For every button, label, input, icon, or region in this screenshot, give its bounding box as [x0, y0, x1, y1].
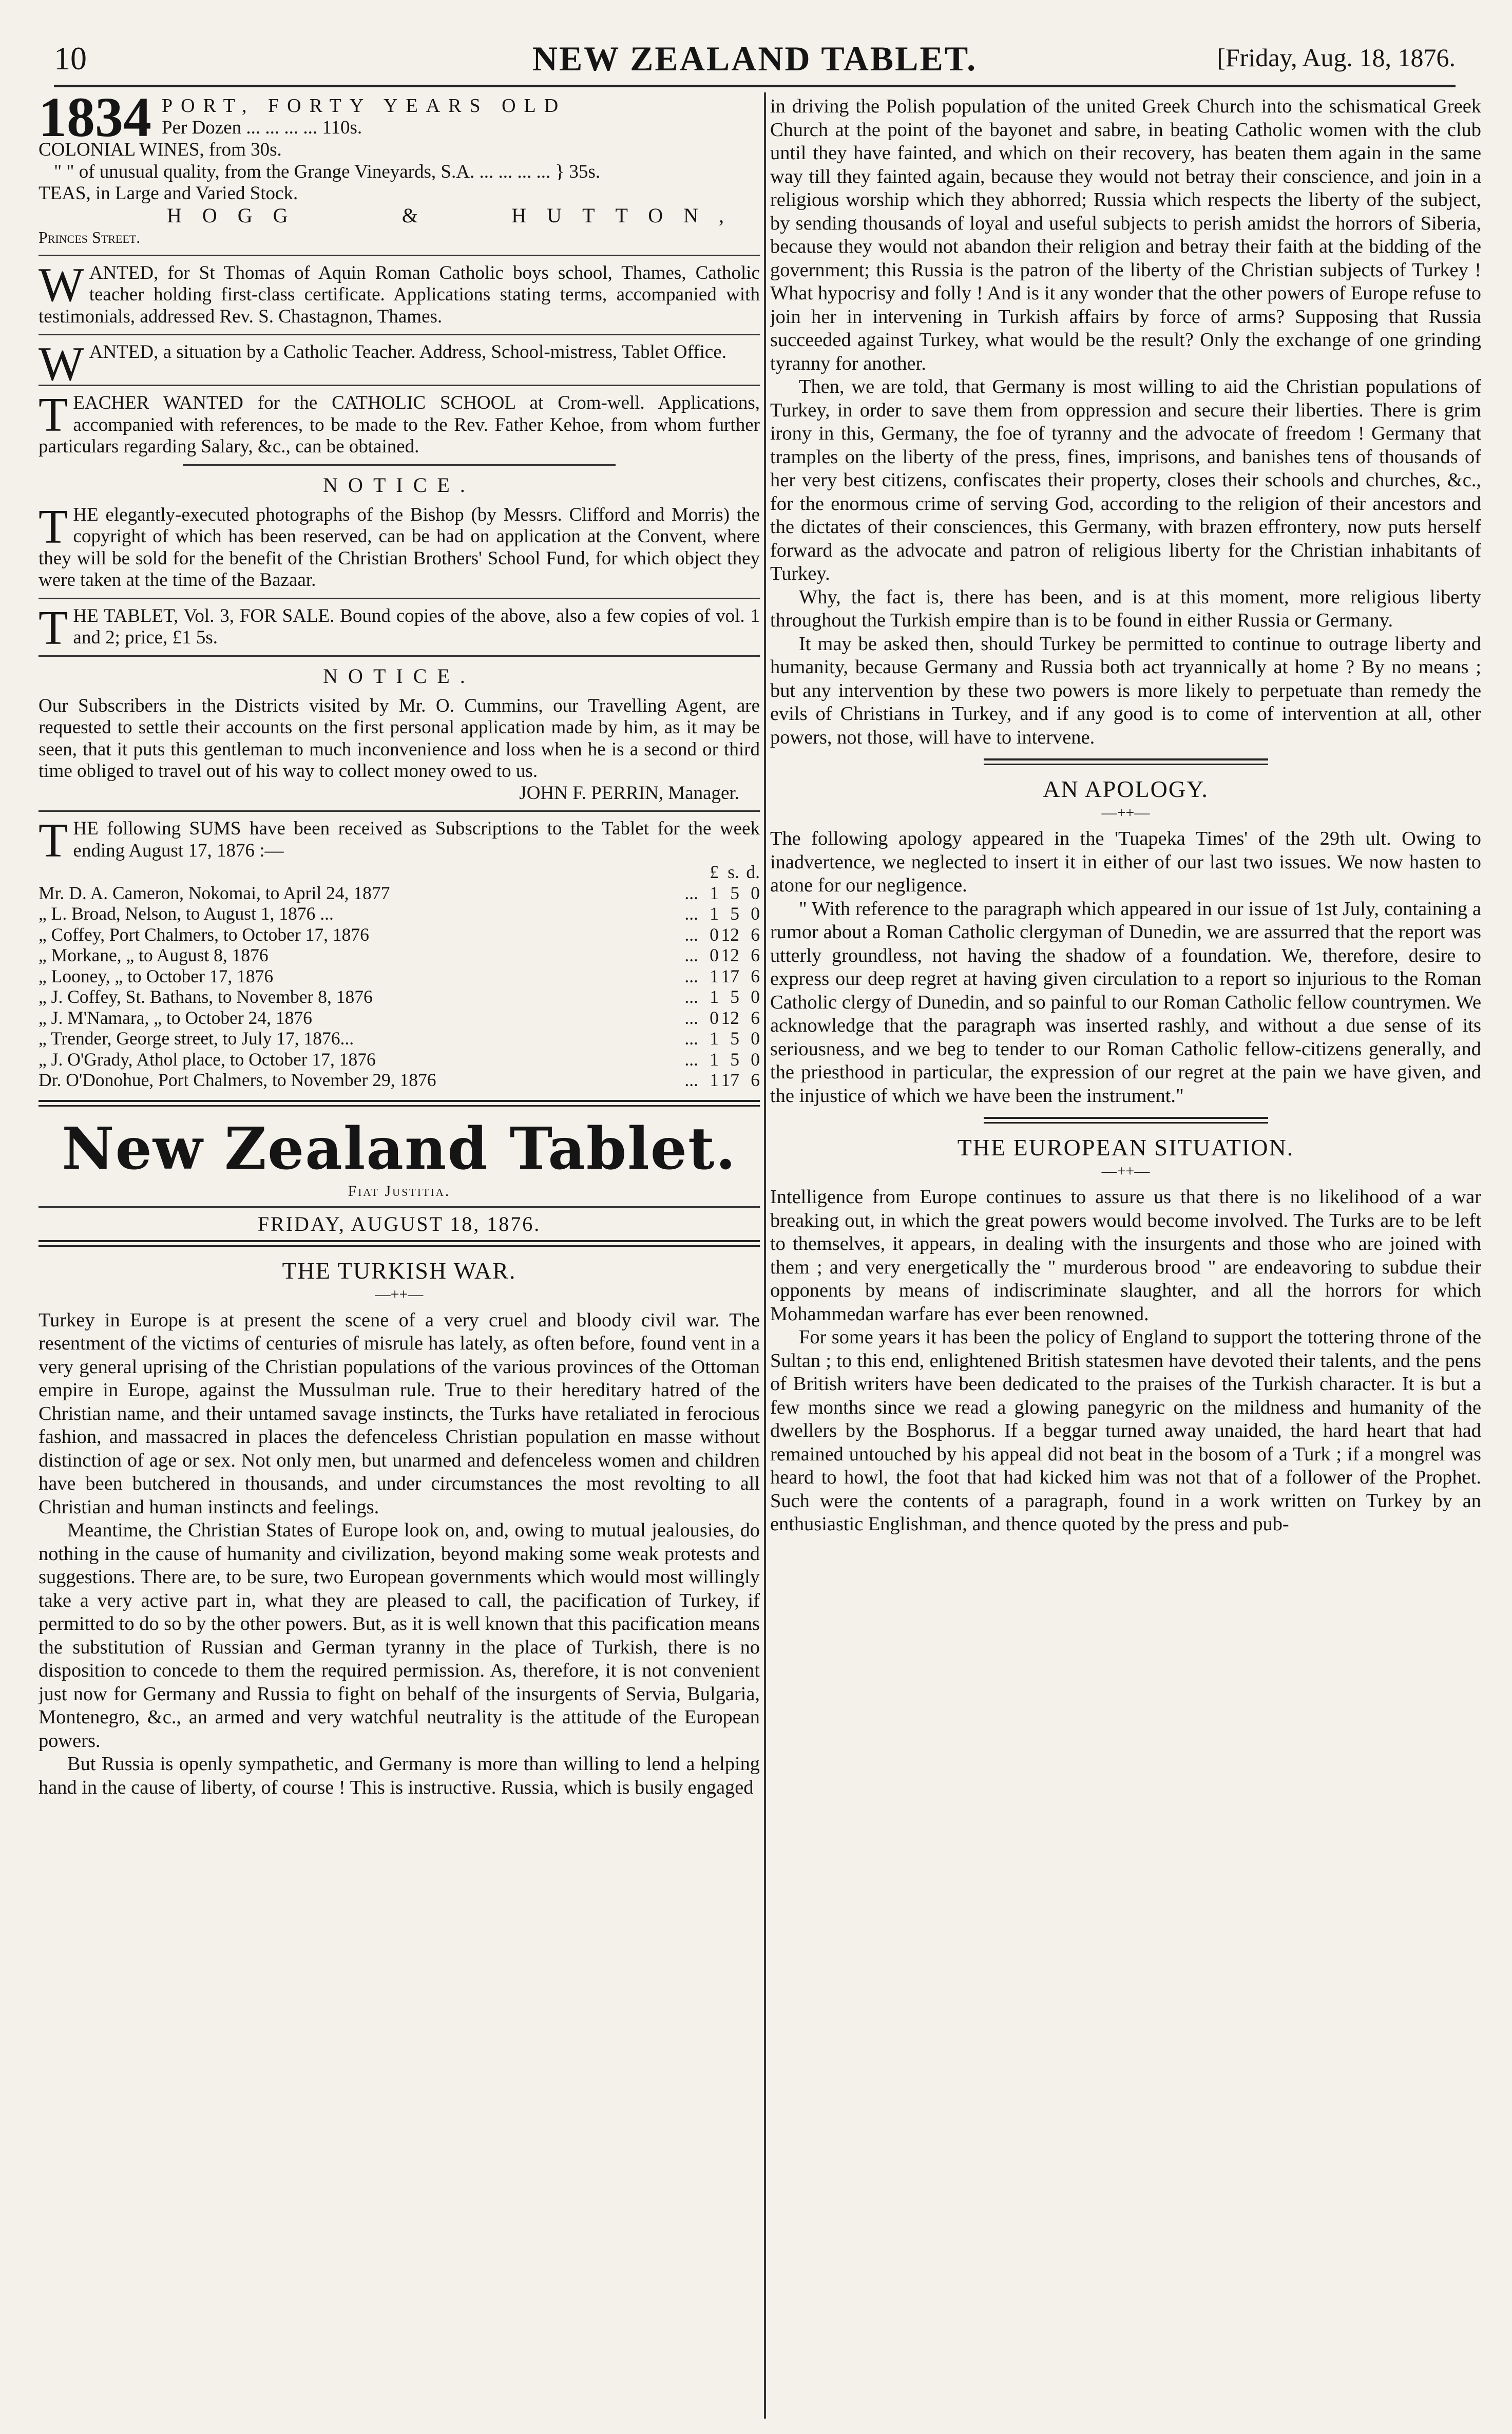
- article-paragraph: in driving the Polish population of the united Greek Church into the schismatical Greek Church at the point of the bayonet and sabre, in beating Catholic women with the club until they have fainted, and which on their recovery, has beaten them again in the same way till they fainted again, because they would not betray their conscience, and join in a religious worship which they abhorred; Russia which respects the liberty of the subject, by sending thousands of loyal and useful subjects to perish amidst the horrors of Siberia, because they would not abandon their religion and betray their faith at the bidding of the government; this Russia is the patron of the liberty of the Christian subjects of Turkey ! What hypocrisy and folly ! And is it any wonder that the other powers of Europe refuse to join her in intervening in Turkish affairs by force of arms? Supposing that Russia succeeded against Turkey, what would be the result? Only the exchange of one grinding tyranny for another.: [770, 96, 1481, 374]
- subscription-d: 6: [751, 924, 760, 945]
- subscribers-notice: [39, 695, 760, 805]
- subscription-row: [39, 966, 760, 987]
- page-header: [54, 28, 1456, 87]
- article-paragraph: " With reference to the paragraph which appeared in our issue of 1st July, containing a rumor about a Roman Catholic clergyman of Dunedin, we are assurred that the report was utterly groundless, not having the shadow of a foundation. We, therefore, desire to express our deep regret at having given circulation to a report so injurious to the Roman Catholic clergy of Dunedin, and so painful to our Roman Catholic fellow countrymen. We acknowledge that the paragraph was inserted rashly, and without a due sense of its seriousness, and we beg to tender to our Roman Catholic fellow-citizens generally, and the priesthood in particular, the expression of our regret at the pain we have given, and the injustice of which we have been the instrument.": [770, 898, 1481, 1107]
- subscription-l: 1: [710, 1028, 719, 1049]
- article-paragraph: Turkey in Europe is at present the scene of a very cruel and bloody civil war. The resentment of the victims of centuries of misrule has lately, as often before, found vent in a very general uprising of the Christian populations of the various provinces of the Ottoman empire in Europe, against the Mussulman rule. True to their hereditary hatred of the Christian name, and their untamed savage instincts, the Turks have retaliated in ferocious fashion, and massacred in places the defenceless Christian population en masse without distinction of age or sex. Not only men, but unarmed and defenceless women and children have been butchered in thousands, and under circumstances the most revolting to all Christian and human instincts and feelings.: [39, 1309, 760, 1518]
- subscription-name: „ J. M'Namara, „ to October 24, 1876: [39, 1007, 312, 1028]
- masthead-title: New Zealand Tablet.: [62, 1115, 737, 1183]
- ornament: —++—: [1101, 1163, 1150, 1180]
- advert-line: TEAS, in Large and Varied Stock.: [39, 183, 298, 204]
- subscription-row: [39, 1070, 760, 1091]
- wanted-teacher-advert: [39, 258, 760, 328]
- subscription-s: 5: [730, 903, 739, 924]
- subscription-dots: ...: [684, 1049, 698, 1070]
- ornament: —++—: [375, 1285, 424, 1303]
- article-paragraph: The following apology appeared in the 'Tuapeka Times' of the 29th ult. Owing to inadvertence, we neglected to insert it in either of our last two issues. We now hasten to atone for our negligence.: [770, 828, 1481, 896]
- advert-text: Our Subscribers in the Districts visited by Mr. O. Cummins, our Travelling Agent, are requested to settle their accounts on the first personal application made by him, as it may be seen, that it puts this gentleman to much inconvenience and loss when he is a second or third time obliged to travel out of his way to collect money owed to us.: [39, 695, 760, 782]
- subscription-d: 6: [751, 1070, 760, 1090]
- advert-year: 1834: [39, 95, 151, 148]
- subscriptions-table: [39, 862, 760, 1091]
- advert-text: ANTED, for St Thomas of Aquin Roman Catholic boys school, Thames, Catholic teacher holding first-class certificate. Applications stating terms, accompanied with testimonials, addressed Rev. S. Chastagnon, Thames.: [39, 262, 760, 327]
- drop-cap: T: [39, 601, 68, 655]
- article-turkish-war: [39, 1309, 760, 1800]
- article-turkish-war-continued: [770, 95, 1481, 749]
- notice-signature: JOHN F. PERRIN, Manager.: [519, 782, 739, 804]
- subscription-dots: ...: [684, 924, 698, 945]
- subscription-s: 12: [721, 924, 739, 945]
- subscription-name: „ Coffey, Port Chalmers, to October 17, 1876: [39, 924, 369, 945]
- subscription-s: 5: [730, 882, 739, 903]
- article-paragraph: It may be asked then, should Turkey be permitted to continue to outrage liberty and humanity, because Germany and Russia both act tryannically at home ? By no means ; but any intervention by these two powers is more likely to perpetuate than remedy the evils of Christians in Turkey, and if any good is to come of intervention at all, other powers, not those, will have to intervene.: [770, 633, 1481, 748]
- subscription-s: 12: [721, 945, 739, 965]
- subscription-s: 17: [721, 965, 739, 986]
- subscription-dots: ...: [684, 965, 698, 986]
- subscription-d: 6: [751, 965, 760, 986]
- subscription-s: 12: [721, 1007, 739, 1028]
- subscription-name: „ Looney, „ to October 17, 1876: [39, 965, 274, 986]
- subscription-l: 0: [710, 1007, 719, 1028]
- advert-street: Princes Street.: [39, 228, 141, 246]
- subscription-row: [39, 1049, 760, 1070]
- drop-cap: T: [39, 814, 68, 867]
- subscription-d: 6: [751, 945, 760, 965]
- firm-name-part: &: [401, 203, 418, 227]
- article-european-situation: [770, 1186, 1481, 1536]
- subscription-dots: ...: [684, 882, 698, 903]
- article-paragraph: Then, we are told, that Germany is most willing to aid the Christian populations of Turkey, in order to save them from oppression and secure their liberties. There is grim irony in this, Germany, the foe of tyranny and the advocate of freedom ! Germany that tramples on the liberty of the press, fines, imprisons, and banishes tens of thousands of her very best citizens, confiscates their property, closes their schools and churches, &c., for the enormous crime of serving God, according to the religion of their ancestors and the dictates of their consciences, this Germany, with brazen effrontery, now puts herself forward as the advocate and patron of religious liberty for the Christian inhabitants of Turkey.: [770, 376, 1481, 584]
- subscription-name: „ Trender, George street, to July 17, 1876...: [39, 1028, 354, 1049]
- subscription-dots: ...: [684, 1007, 698, 1028]
- subscription-row: [39, 924, 760, 945]
- subscription-name: „ J. Coffey, St. Bathans, to November 8, 1876: [39, 986, 373, 1007]
- subscription-d: 0: [751, 986, 760, 1007]
- article-heading: THE TURKISH WAR.: [282, 1257, 516, 1284]
- subscription-l: 1: [710, 1049, 719, 1070]
- article-heading: AN APOLOGY.: [1043, 776, 1209, 802]
- subscription-d: 0: [751, 882, 760, 903]
- article-paragraph: For some years it has been the policy of England to support the tottering throne of the Sultan ; to this end, enlightened British statesmen have devoted their talents, and the pens of British writers have been dedicated to the praises of the Turkish character. It is but a few months since we read a glowing panegyric on the mildness and humanity of the dwellers by the Bosphorus. If a beggar turned away unaided, the hard heart that had remained untouched by his appeal did not beat in the bosom of a Turk ; if a mongrel was heard to howl, the foot that had kicked him was not that of a follower of the Prophet. Such were the contents of a paragraph, found in a work written on Turkey by an enthusiastic Englishman, and thence quoted by the press and pub-: [770, 1326, 1481, 1535]
- subscription-dots: ...: [684, 903, 698, 924]
- subscription-name: Mr. D. A. Cameron, Nokomai, to April 24, 1877: [39, 882, 390, 903]
- advert-text: ANTED, a situation by a Catholic Teacher. Address, School-mistress, Tablet Office.: [89, 341, 726, 363]
- ornament: —++—: [1101, 804, 1150, 821]
- notice-heading: NOTICE.: [323, 473, 475, 497]
- advert-line: Per Dozen ... ... ... ... 110s.: [162, 117, 362, 138]
- article-paragraph: But Russia is openly sympathetic, and Germany is more than willing to lend a helping hand in the cause of liberty, of course ! This is instructive. Russia, which is busily engaged: [39, 1753, 760, 1798]
- subscription-l: 1: [710, 882, 719, 903]
- advert-line: COLONIAL WINES, from 30s.: [39, 139, 282, 160]
- subscription-dots: ...: [684, 1028, 698, 1049]
- subscription-s: 5: [730, 986, 739, 1007]
- subscription-s: 5: [730, 1049, 739, 1070]
- subscription-name: „ Morkane, „ to August 8, 1876: [39, 945, 269, 965]
- issue-date: FRIDAY, AUGUST 18, 1876.: [257, 1212, 541, 1235]
- advert-text: HE following SUMS have been received as Subscriptions to the Tablet for the week ending August 17, 1876 :—: [73, 818, 760, 861]
- article-paragraph: Why, the fact is, there has been, and is at this moment, more religious liberty throughout the Turkish empire than is to be found in either Russia or Germany.: [770, 586, 1481, 631]
- subscription-dots: ...: [684, 945, 698, 965]
- subscription-row: [39, 1028, 760, 1049]
- subscription-dots: ...: [684, 1070, 698, 1090]
- subscription-d: 0: [751, 903, 760, 924]
- port-wine-advert: [39, 95, 760, 249]
- drop-cap: T: [39, 500, 68, 554]
- subscription-row: [39, 903, 760, 924]
- page-number: 10: [54, 40, 87, 77]
- article-paragraph: Meantime, the Christian States of Europe look on, and, owing to mutual jealousies, do nothing in the cause of humanity and civilization, beyond making some weak protests and suggestions. There are, to be sure, two European governments which would most willingly take a very active part in, what they are pleased to call, the pacification of Turkey, if permitted to do so by the other powers. But, as it is well known that this pacification means the substitution of Russian and German tyranny in the place of Turkish, there is no disposition to concede to them the required permission. As, therefore, it is not convenient just now for Germany and Russia to fight on behalf of the insurgents of Servia, Bulgaria, Montenegro, &c., an armed and very watchful neutrality is the attitude of the European powers.: [39, 1519, 760, 1752]
- firm-name-part: HOGG: [167, 203, 309, 227]
- subscription-d: 6: [751, 1007, 760, 1028]
- article-apology: [770, 827, 1481, 1108]
- subscription-row: [39, 945, 760, 966]
- column-rule: [764, 92, 766, 2419]
- column-left: [39, 95, 760, 1799]
- subscription-l: 1: [710, 903, 719, 924]
- drop-cap: W: [39, 337, 84, 391]
- article-paragraph: Intelligence from Europe continues to assure us that there is no likelihood of a war breaking out, in which the great powers would become involved. The Turks are to be left to themselves, it appears, in dealing with the insurgents and those who are joined with them ; and very energetically the " murderous brood " are endeavoring to subdue their opponents by means of indiscriminate slaughter, and all the horrors for which Mohammedan warfare has ever been renowned.: [770, 1186, 1481, 1325]
- firm-name-part: HUTTON,: [511, 203, 744, 227]
- advert-line: PORT, FORTY YEARS OLD: [162, 95, 567, 117]
- subscription-d: 0: [751, 1028, 760, 1049]
- subscription-l: 0: [710, 924, 719, 945]
- subscription-row: [39, 1007, 760, 1029]
- tablet-for-sale-advert: [39, 601, 760, 655]
- currency-label: £: [710, 862, 719, 882]
- photographs-notice: [39, 500, 760, 592]
- subscription-row: [39, 883, 760, 904]
- subscription-row: [39, 986, 760, 1007]
- subscription-name: „ L. Broad, Nelson, to August 1, 1876 ...: [39, 903, 334, 924]
- subscription-l: 0: [710, 945, 719, 965]
- drop-cap: W: [39, 258, 84, 312]
- teacher-wanted-advert: [39, 388, 760, 458]
- drop-cap: T: [39, 388, 68, 442]
- advert-text: EACHER WANTED for the CATHOLIC SCHOOL at Crom-well. Applications, accompanied with references, to be made to the Rev. Father Kehoe, from whom further particulars regarding Salary, &c., can be obtained.: [39, 392, 760, 457]
- subscription-s: 5: [730, 1028, 739, 1049]
- advert-text: HE elegantly-executed photographs of the Bishop (by Messrs. Clifford and Morris) the copyright of which has been reserved, can be had on application at the Convent, where they will be sold for the benefit of the Christian Brothers' School Fund, for which object they were taken at the time of the Bazaar.: [39, 504, 760, 591]
- subscription-d: 0: [751, 1049, 760, 1070]
- firm-name: [39, 205, 760, 227]
- subscription-dots: ...: [684, 986, 698, 1007]
- article-heading: THE EUROPEAN SITUATION.: [957, 1134, 1294, 1161]
- currency-header-row: [39, 862, 760, 883]
- subscription-name: „ J. O'Grady, Athol place, to October 17, 1876: [39, 1049, 376, 1070]
- subscription-l: 1: [710, 965, 719, 986]
- notice-heading: NOTICE.: [323, 664, 475, 688]
- currency-label: d.: [746, 862, 760, 882]
- subscriptions-list: [39, 814, 760, 1091]
- masthead-motto: Fiat Justitia.: [348, 1182, 451, 1200]
- newspaper-title: NEW ZEALAND TABLET.: [532, 39, 978, 78]
- wanted-situation-advert: [39, 337, 760, 391]
- advert-text: HE TABLET, Vol. 3, FOR SALE. Bound copies of the above, also a few copies of vol. 1 and 2; price, £1 5s.: [73, 605, 760, 648]
- advert-line: " " of unusual quality, from the Grange Vineyards, S.A. ... ... ... ... } 35s.: [54, 161, 601, 182]
- subscription-l: 1: [710, 1070, 719, 1090]
- header-date: [Friday, Aug. 18, 1876.: [1217, 43, 1456, 72]
- currency-label: s.: [728, 862, 739, 882]
- subscription-l: 1: [710, 986, 719, 1007]
- column-right: [770, 95, 1481, 1536]
- subscription-name: Dr. O'Donohue, Port Chalmers, to November 29, 1876: [39, 1070, 436, 1090]
- subscription-s: 17: [721, 1070, 739, 1090]
